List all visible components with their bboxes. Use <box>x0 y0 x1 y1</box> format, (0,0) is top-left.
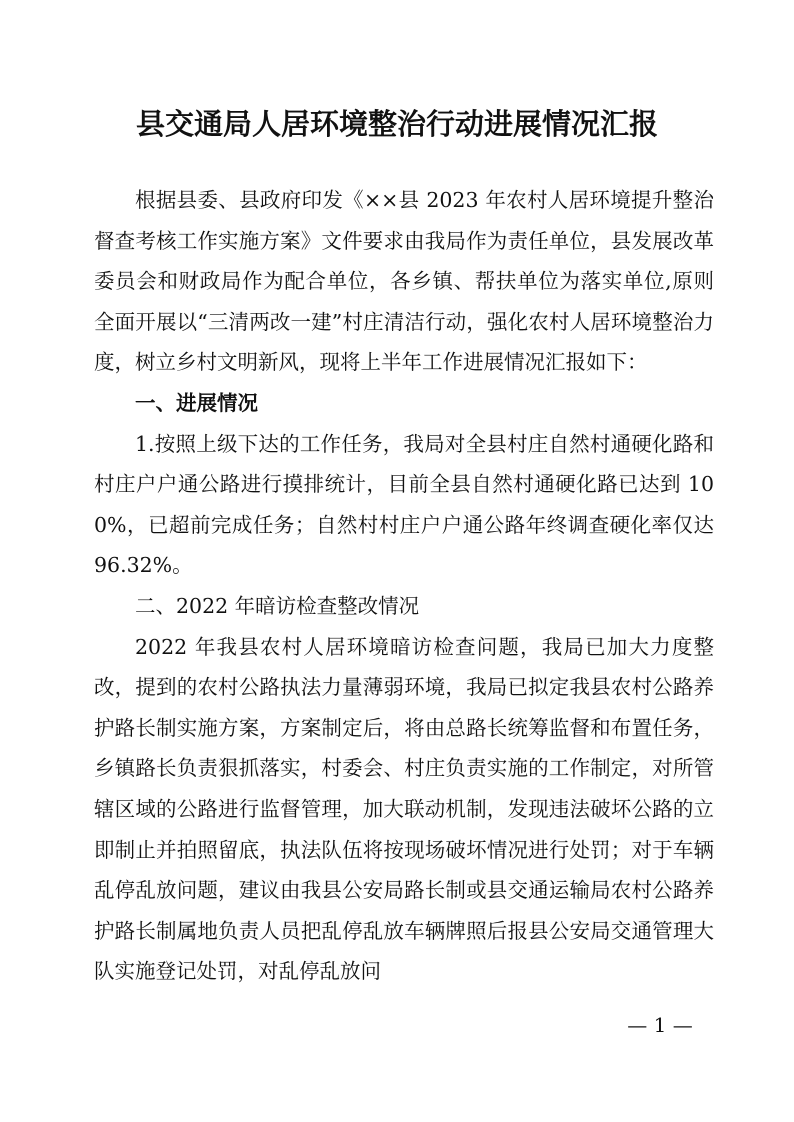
section-heading-rectification: 二、2022 年暗访检查整改情况 <box>135 593 420 618</box>
document-title: 县交通局人居环境整治行动进展情况汇报 <box>135 107 658 141</box>
section-heading-progress: 一、进展情况 <box>135 390 258 415</box>
progress-item-1: 1.按照上级下达的工作任务，我局对全县村庄自然村通硬化路和村庄户户通公路进行摸排统计，目前全县自然村通硬化路已达到 100%，已超前完成任务；自然村村庄户户通公路年终调查硬化率仅达 96.32%。 <box>94 431 714 578</box>
page-number: — 1 — <box>627 1013 693 1037</box>
intro-paragraph: 根据县委、县政府印发《××县 2023 年农村人居环境提升整治督查考核工作实施方案》文件要求由我局作为责任单位，县发展改革委员会和财政局作为配合单位，各乡镇、帮扶单位为落实单位,原则全面开展以“三清两改一建”村庄清洁行动，强化农村人居环境整治力度，树立乡村文明新风，现将上半年工作进展情况汇报如下： <box>94 188 714 375</box>
rectification-paragraph: 2022 年我县农村人居环境暗访检查问题，我局已加大力度整改，提到的农村公路执法力量薄弱环境，我局已拟定我县农村公路养护路长制实施方案，方案制定后，将由总路长统筹监督和布置任务，乡镇路长负责狠抓落实，村委会、村庄负责实施的工作制定，对所管辖区域的公路进行监督管理，加大联动机制，发现违法破坏公路的立即制止并拍照留底，执法队伍将按现场破坏情况进行处罚；对于车辆乱停乱放问题，建议由我县公安局路长制或县交通运输局农村公路养护路长制属地负责人员把乱停乱放车辆牌照后报县公安局交通管理大队实施登记处罚，对乱停乱放问 <box>94 634 714 984</box>
document-body <box>94 180 714 992</box>
